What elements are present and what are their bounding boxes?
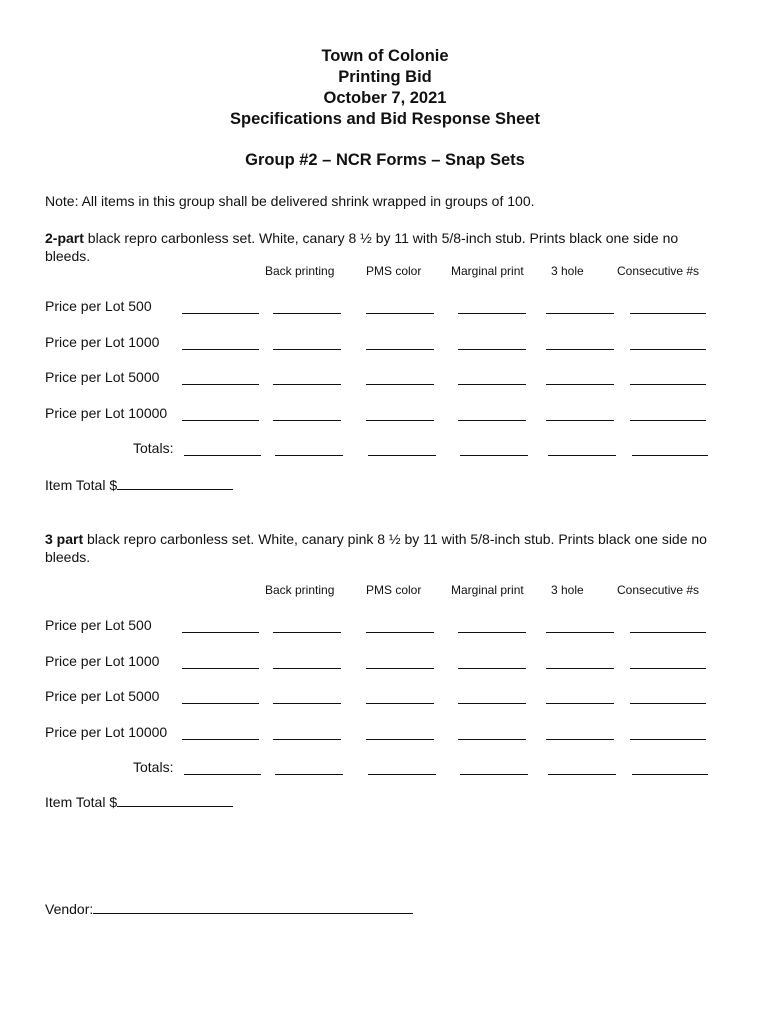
option-price-blank[interactable] — [546, 739, 614, 740]
option-price-blank[interactable] — [546, 349, 614, 350]
base-price-blank[interactable] — [182, 632, 259, 633]
doc-subtitle: Specifications and Bid Response Sheet — [230, 110, 540, 128]
base-price-blank[interactable] — [182, 349, 259, 350]
document-header — [0, 46, 770, 130]
price-row-label: Price per Lot 500 — [45, 617, 152, 633]
option-price-blank[interactable] — [275, 455, 343, 456]
item-total-label: Item Total $ — [45, 794, 118, 810]
item-total — [45, 477, 233, 493]
option-price-blank[interactable] — [458, 739, 526, 740]
option-price-blank[interactable] — [366, 313, 434, 314]
option-price-blank[interactable] — [630, 632, 706, 633]
bid-section-3-part — [0, 530, 770, 820]
option-price-blank[interactable] — [366, 384, 434, 385]
option-price-blank[interactable] — [632, 774, 708, 775]
item-total-blank[interactable] — [117, 477, 233, 490]
option-price-blank[interactable] — [273, 632, 341, 633]
base-price-blank[interactable] — [182, 739, 259, 740]
price-row-label: Price per Lot 10000 — [45, 404, 168, 421]
delivery-note: Note: All items in this group shall be delivered shrink wrapped in groups of 100. — [45, 193, 535, 209]
option-price-blank[interactable] — [366, 632, 434, 633]
option-price-blank[interactable] — [366, 420, 434, 421]
option-price-blank[interactable] — [273, 349, 341, 350]
option-price-blank[interactable] — [630, 420, 706, 421]
price-row-label: Price per Lot 5000 — [45, 369, 160, 385]
option-price-blank[interactable] — [368, 455, 436, 456]
option-price-blank[interactable] — [458, 349, 526, 350]
description-text: black repro carbonless set. White, canary pink 8 ½ by 11 with 5/8-inch stub. Prints black one side no bleeds. — [45, 531, 707, 565]
column-header: Back printing — [265, 583, 335, 597]
option-price-blank[interactable] — [458, 668, 526, 669]
section-description — [45, 530, 720, 566]
option-price-blank[interactable] — [546, 313, 614, 314]
option-price-blank[interactable] — [630, 313, 706, 314]
option-price-blank[interactable] — [546, 420, 614, 421]
vendor-label: Vendor: — [45, 901, 94, 917]
option-price-blank[interactable] — [546, 632, 614, 633]
item-total-blank[interactable] — [117, 794, 233, 807]
base-price-blank[interactable] — [182, 668, 259, 669]
option-price-blank[interactable] — [458, 313, 526, 314]
option-price-blank[interactable] — [458, 632, 526, 633]
option-price-blank[interactable] — [366, 739, 434, 740]
totals-label: Totals: — [133, 440, 174, 456]
column-header: Marginal print — [451, 264, 524, 278]
column-header: Consecutive #s — [617, 264, 700, 278]
option-price-blank[interactable] — [273, 384, 341, 385]
part-count: 3 part — [45, 531, 84, 547]
item-total-label: Item Total $ — [45, 477, 118, 493]
doc-title: Printing Bid — [338, 68, 432, 86]
option-price-blank[interactable] — [273, 668, 341, 669]
column-header: 3 hole — [551, 583, 584, 597]
option-price-blank[interactable] — [630, 349, 706, 350]
description-text: black repro carbonless set. White, canary 8 ½ by 11 with 5/8-inch stub. Prints black one side no bleeds. — [45, 230, 679, 264]
base-price-blank[interactable] — [182, 420, 259, 421]
column-header: Consecutive #s — [617, 583, 700, 597]
bid-section-2-part — [0, 229, 770, 519]
option-price-blank[interactable] — [548, 774, 616, 775]
option-price-blank[interactable] — [458, 420, 526, 421]
option-price-blank[interactable] — [366, 703, 434, 704]
base-price-blank[interactable] — [182, 313, 259, 314]
column-header: Back printing — [265, 264, 335, 278]
option-price-blank[interactable] — [273, 313, 341, 314]
org-name: Town of Colonie — [321, 47, 449, 65]
base-price-blank[interactable] — [184, 455, 261, 456]
base-price-blank[interactable] — [182, 703, 259, 704]
option-price-blank[interactable] — [460, 774, 528, 775]
option-price-blank[interactable] — [630, 703, 706, 704]
option-price-blank[interactable] — [366, 668, 434, 669]
vendor-blank[interactable] — [93, 901, 413, 914]
option-price-blank[interactable] — [548, 455, 616, 456]
base-price-blank[interactable] — [182, 384, 259, 385]
option-price-blank[interactable] — [546, 384, 614, 385]
option-price-blank[interactable] — [460, 455, 528, 456]
section-description — [45, 229, 720, 265]
totals-label: Totals: — [133, 759, 174, 775]
price-row-label: Price per Lot 5000 — [45, 688, 160, 704]
option-price-blank[interactable] — [630, 739, 706, 740]
column-header: 3 hole — [551, 264, 584, 278]
column-header: PMS color — [366, 583, 422, 597]
price-row-label: Price per Lot 10000 — [45, 723, 168, 740]
base-price-blank[interactable] — [184, 774, 261, 775]
option-price-blank[interactable] — [546, 703, 614, 704]
column-header: PMS color — [366, 264, 422, 278]
column-header: Marginal print — [451, 583, 524, 597]
vendor-line — [45, 901, 413, 917]
option-price-blank[interactable] — [458, 384, 526, 385]
option-price-blank[interactable] — [273, 739, 341, 740]
item-total — [45, 794, 233, 810]
option-price-blank[interactable] — [366, 349, 434, 350]
option-price-blank[interactable] — [630, 384, 706, 385]
doc-date: October 7, 2021 — [323, 89, 447, 107]
option-price-blank[interactable] — [273, 420, 341, 421]
option-price-blank[interactable] — [458, 703, 526, 704]
option-price-blank[interactable] — [275, 774, 343, 775]
option-price-blank[interactable] — [368, 774, 436, 775]
price-row-label: Price per Lot 1000 — [45, 333, 160, 350]
price-row-label: Price per Lot 500 — [45, 298, 152, 314]
option-price-blank[interactable] — [632, 455, 708, 456]
group-title: Group #2 – NCR Forms – Snap Sets — [245, 151, 525, 169]
price-row-label: Price per Lot 1000 — [45, 652, 160, 669]
part-count: 2-part — [45, 230, 84, 246]
option-price-blank[interactable] — [546, 668, 614, 669]
option-price-blank[interactable] — [630, 668, 706, 669]
option-price-blank[interactable] — [273, 703, 341, 704]
